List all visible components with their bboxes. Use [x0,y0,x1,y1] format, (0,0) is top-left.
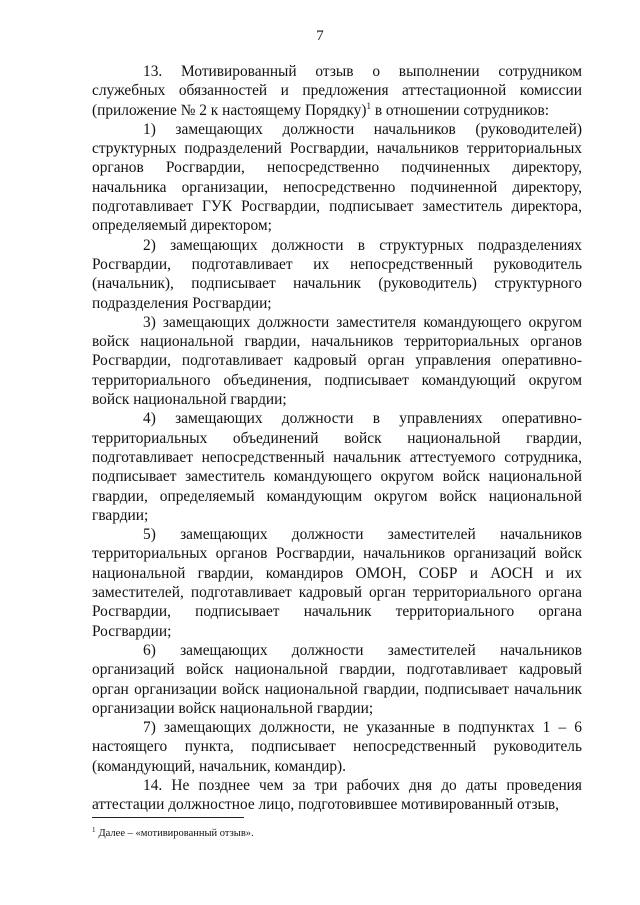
footnote-mark: 1 [92,825,96,834]
footnote-divider [92,817,244,818]
footnote [92,827,582,840]
paragraph-13-tail: в отношении сотрудников: [370,101,550,119]
subparagraph-2: 2) замещающих должности в структурных подразделениях Росгвардии, подготавливает их непосредственный руководитель (начальник), подписывает начальник (руководитель) структурного подразделения Росгвардии; [92,236,582,312]
subparagraph-7: 7) замещающих должности, не указанные в подпунктах 1 – 6 настоящего пункта, подписывает непосредственный руководитель (командующий, начальник, командир). [92,719,582,775]
subparagraph-1: 1) замещающих должности начальников (руководителей) структурных подразделений Росгвардии, начальников территориальных органов Росгвардии, непосредственно подчиненных директору, начальника организации, непосредственно подчиненной директору, подготавливает ГУК Росгвардии, подписывает заместитель директора, определяемый директором; [92,120,582,235]
footnote-text: Далее – «мотивированный отзыв». [98,828,254,839]
subparagraph-5: 5) замещающих должности заместителей начальников территориальных органов Росгвардии, начальников организаций войск национальной гвардии, командиров ОМОН, СОБР и АОСН и их заместителей, подготавливает кадровый орган территориального органа Росгвардии, подписывает начальник территориального органа Росгвардии; [92,526,582,640]
subparagraph-3: 3) замещающих должности заместителя командующего округом войск национальной гвардии, начальников территориальных органов Росгвардии, подготавливает кадровый орган управления оперативно-территориального объединения, подписывает командующий округом войск национальной гвардии; [92,313,582,409]
page-number: 7 [316,28,324,44]
paragraph-14: 14. Не позднее чем за три рабочих дня до даты проведения аттестации должностное лицо, подготовившее мотивированный отзыв, [92,776,582,814]
paragraph-13 [92,62,582,120]
footnote-reference: 1 [366,100,371,111]
subparagraph-6: 6) замещающих должности заместителей начальников организаций войск национальной гвардии, подготавливает кадровый орган организации войск национальной гвардии, подписывает начальник организации войск национальной гвардии; [92,641,582,717]
document-body [92,62,582,815]
paragraph-13-text: 13. Мотивированный отзыв о выполнении сотрудником служебных обязанностей и предложения аттестационной комиссии (приложение № 2 к настоящему Порядку) [92,63,582,119]
subparagraph-4: 4) замещающих должности в управлениях оперативно-территориальных объединений войск национальной гвардии, подготавливает непосредственный начальник аттестуемого сотрудника, подписывает заместитель командующего округом войск национальной гвардии, определяемый командующим округом войск национальной гвардии; [92,410,582,524]
